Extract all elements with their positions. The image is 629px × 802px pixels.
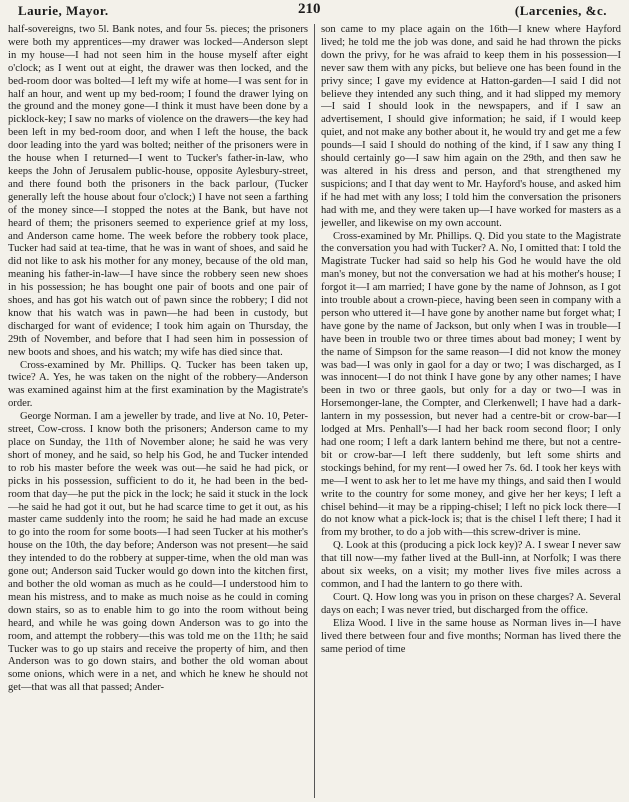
text-columns — [8, 24, 621, 798]
paragraph: half-sovereigns, two 5l. Bank notes, and four 5s. pieces; the prisoners were both my apprentices—my drawer was locked—Anderson slept in my house—I had not seen him in the house myself after eight o'clock; as I went out at eight, the drawer was then locked, and the bed-room door was bolted—I left my wife at home—I was sent for in half an hour, and went up my bed-room; I found the drawer lying on the ground and the money gone—I think it must have been done by a picklock-key; I saw no marks of violence on the drawers—the key had been left in my bed-room door, and when I left the house, the back door leading into the yard was bolted; neither of the prisoners were in the house when I returned—I went to Tucker's father-in-law, who keeps the John of Jerusalem public-house, opposite Aylesbury-street, and there found both the prisoners in the back parlour, (Tucker generally left the house about four o'clock;) I have not seen a farthing of the money since—I stopped the notes at the Bank, but have not heard of them; the prisoners seemed to experience grief at my loss, and Anderson came home. The week before the robbery took place, Tucker had said at tea-time, that he was in want of shoes, and said he did not like to ask his mother for any money, because of the old man, meaning his father-in-law—I have since the robbery seen new shoes in his possession; he has bought one pair of boots and one pair of shoes, and has got his watch out of pawn since the robbery; I did not know that his watch was in pawn—he had been in custody, but discharged for want of evidence; I took him again on Thursday, the 29th of November, and before that I had seen him in possession of new boots and shoes, and his watch; my wife has died since that. — [8, 24, 308, 358]
paragraph: Cross-examined by Mr. Phillips. Q. Tucker has been taken up, twice? A. Yes, he was taken on the night of the robbery—Anderson was examined against him at the first examination by the Magistrate's order. — [8, 359, 308, 410]
header-right: (Larcenies, &c. — [514, 3, 607, 18]
right-column — [321, 24, 621, 798]
header-left: Laurie, Mayor. — [18, 3, 109, 18]
paragraph: Q. Look at this (producing a pick lock key)? A. I swear I never saw that till now—my father lived at the Bull-inn, at Norfolk; I was there about six weeks, on a visit; my mother lives five miles across a common, and I had the lantern to go there with. — [320, 540, 621, 590]
paragraph: Eliza Wood. I live in the same house as Norman lives in—I have lived there between four and five months; Norman has lived there the same period of time — [320, 617, 621, 655]
paragraph: George Norman. I am a jeweller by trade, and live at No. 10, Peter-street, Cow-cross. I know both the prisoners; Anderson came to my place on Sunday, the 11th of November alone; he said he was very short of money, and he said, so help his God, he and Tucker intended to rob his master before the week was out—he said he had pick, or picks in his possession, sufficient to do it, he had been in the bed-room that day—he put the pick in the lock; he said it stuck in the lock—he said he had got it out, but he had scarce time to get it out, as his master came suddenly into the room; he said he had made an excuse to go into the room for some boots—I had seen Tucker at his mother's house on the 10th, the day before; Anderson was not present—he said they intended to do the robbery at supper-time, when the old man was gone out; Anderson said Tucker would go down into the kitchen first, and bother the old woman as much as he could—I understood him to mean his mistress, and to make as much noise as he could in coming down stairs, so as to enable him to go into the room without being heard, and while he was going down Anderson was to go into the room, and attempt the robbery—this was told me on the 11th; he said Tucker was to go up stairs and receive the property of him, and then Anderson was to go down stairs, and bother the old woman about some onions, which were in a net, and which he knew he should not get—that was all that passed; Ander- — [8, 411, 308, 694]
page-header — [8, 0, 619, 24]
left-column — [8, 24, 308, 798]
paragraph: son came to my place again on the 16th—I knew where Hayford lived; he told me the job was done, and said he had thrown the picks down the privy, for he was afraid to keep them in his possession—I never saw them with any picks, but believe one has been found in the privy since; I gave my evidence at Hatton-garden—I said I did not believe they intended any such thing, and it had slipped my memory—I said I should look in the newspapers, and if I saw an advertisement, I should give information; he said, if I would keep quiet, and not make any bother about it, he would try and get me a few pounds—I said I should do nothing of the kind, if I saw any thing I should certainly go—I saw him again on the 29th, and then saw he was altered in his dress and person, and that strengthened my suspicions; and I that day went to Mr. Hayford's house, and asked him if he had met with any loss; I told him the conversation the prisoners had with me, and they were taken up—I have worked for masters as a jeweller, and likewise on my own account. — [320, 24, 621, 229]
paragraph: Court. Q. How long was you in prison on these charges? A. Several days on each; I was never tried, but discharged from the office. — [320, 591, 621, 616]
column-rule — [314, 24, 315, 798]
page-number: 210 — [298, 1, 321, 17]
paragraph: Cross-examined by Mr. Phillips. Q. Did you state to the Magistrate the conversation you had with Tucker? A. No, I omitted that: I told the Magistrate Tucker had said so help his God he would have the old man's money, but not the conversation we had at his mother's house; I forgot it—I am married; I have gone by the name of Johnson, as I got into trouble about a crown-piece, having been seen in company with a person who uttered it—I have gone by another name but forget what; I have gone by the name of Jackson, but only when I was in trouble—I have been in trouble two or three times about bad money; I went by the name of Simpson for the same reason—I did not know the money was bad—I was only in gaol for a day or two; I was discharged, as I was innocent—I do not think I have gone by any other names; I have been in two or three gaols, but only for a day or two—I was in Horsemonger-lane, the Compter, and Clerkenwell; I have had a dark-lantern in my possession, but never had a centre-bit or crow-bar—I lodged at Mrs. Penhall's—I had her back room second floor; I only had one room; I left a dark lantern behind me there, but not a centre-bit or crow-bar—I left there suddenly, but left some shirts and stockings behind, for my rent—I owed her 7s. 6d. I took her keys with me—I went to ask her to let me have my things, and said then I would write to the country for some money, and give her her keys; I left a chisel behind—it may be a ripping-chisel; I left no pick lock there—I do not know what a pick-lock is; that is the chisel I left there; I had it from my brother, to do a job with—this screw-driver is mine. — [320, 230, 621, 539]
